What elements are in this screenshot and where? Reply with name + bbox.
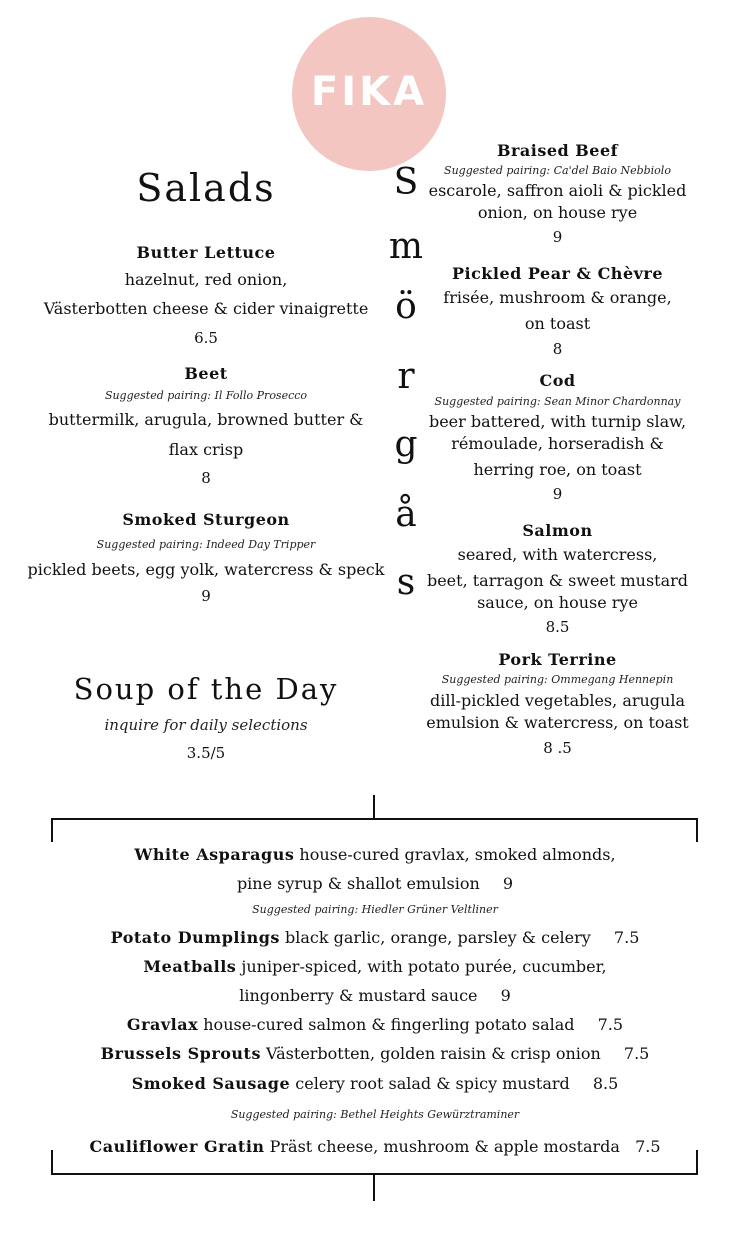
- salad-desc: flax crisp: [168, 440, 244, 459]
- salad-price: 9: [201, 587, 211, 605]
- smorgas-letter: g: [394, 424, 418, 465]
- bracket-bottom-left: [51, 1150, 53, 1175]
- smorgas-desc: frisée, mushroom & orange,: [443, 288, 672, 307]
- plate-pairing: Suggested pairing: Hiedler Grüner Veltliner: [252, 903, 498, 916]
- smorgas-item: [425, 650, 690, 757]
- plate-price: 7.5: [597, 1015, 624, 1034]
- smorgas-price: 8.5: [545, 618, 570, 636]
- logo-text: FIKA: [310, 69, 428, 115]
- plate-pairing: Suggested pairing: Bethel Heights Gewürztraminer: [230, 1108, 520, 1121]
- smorgas-price: 8 .5: [543, 739, 572, 757]
- smorgas-desc: rémoulade, horseradish &: [451, 434, 664, 453]
- salad-item: [20, 243, 392, 347]
- smorgas-letter: ö: [395, 286, 417, 327]
- smorgas-pairing: Suggested pairing: Ommegang Hennepin: [441, 673, 674, 686]
- plate-item: [60, 1015, 690, 1034]
- plate-desc: lingonberry & mustard sauce: [239, 986, 478, 1005]
- plate-item: [60, 957, 690, 976]
- plate-desc: Västerbotten, golden raisin & crisp onion: [266, 1044, 601, 1063]
- plate-desc: juniper-spiced, with potato purée, cucumber,: [241, 957, 607, 976]
- smorgas-letter: m: [388, 226, 424, 267]
- plate-desc: Präst cheese, mushroom & apple mostarda: [269, 1137, 620, 1156]
- smorgas-desc: on toast: [524, 314, 591, 333]
- plate-name: Cauliflower Gratin: [89, 1137, 265, 1156]
- smorgas-letter: S: [393, 162, 419, 203]
- plate-desc: house-cured gravlax, smoked almonds,: [299, 845, 616, 864]
- smorgas-item: [425, 371, 690, 503]
- salad-desc: Västerbotten cheese & cider vinaigrette: [43, 299, 369, 318]
- plate-name: Gravlax: [126, 1015, 199, 1034]
- salad-desc: pickled beets, egg yolk, watercress & speck: [27, 560, 385, 579]
- smorgas-name: Pickled Pear & Chèvre: [451, 264, 664, 283]
- smorgas-item: [425, 521, 690, 636]
- plate-name: Potato Dumplings: [110, 928, 280, 947]
- plate-item: [60, 1137, 690, 1156]
- fika-logo: [292, 17, 446, 171]
- plate-name: Brussels Sprouts: [100, 1044, 261, 1063]
- soup-section: [20, 672, 392, 762]
- smorgas-pairing: Suggested pairing: Sean Minor Chardonnay: [434, 395, 681, 408]
- smorgas-price: 9: [552, 485, 563, 503]
- smorgas-name: Braised Beef: [496, 141, 619, 160]
- salad-pairing: Suggested pairing: Indeed Day Tripper: [96, 538, 316, 551]
- plate-item: [60, 1044, 690, 1063]
- salad-item: [20, 364, 392, 487]
- salads-section: [20, 166, 392, 210]
- smorgas-desc: beer battered, with turnip slaw,: [428, 412, 687, 431]
- plate-item: [60, 986, 690, 1005]
- salads-title: Salads: [136, 166, 276, 210]
- salad-pairing: Suggested pairing: Il Follo Prosecco: [104, 389, 308, 402]
- smorgas-desc: beet, tarragon & sweet mustard: [426, 571, 689, 590]
- plate-price: 8.5: [592, 1074, 619, 1093]
- plate-desc: black garlic, orange, parsley & celery: [285, 928, 591, 947]
- bracket-stem-top: [373, 795, 375, 819]
- smorgas-desc: sauce, on house rye: [477, 593, 638, 612]
- smorgas-pairing: Suggested pairing: Ca'del Baio Nebbiolo: [444, 164, 671, 177]
- smorgas-desc: herring roe, on toast: [473, 460, 642, 479]
- smorgas-price: 9: [552, 228, 563, 246]
- plate-desc: house-cured salmon & fingerling potato salad: [203, 1015, 575, 1034]
- plate-price: 7.5: [635, 1137, 661, 1156]
- soup-note: inquire for daily selections: [104, 716, 308, 734]
- smorgas-name: Salmon: [522, 521, 593, 540]
- smorgas-letter: r: [397, 356, 415, 397]
- bracket-top-left: [51, 818, 53, 842]
- salad-price: 8: [201, 469, 211, 487]
- plate-desc: pine syrup & shallot emulsion: [236, 874, 480, 893]
- smorgas-item: [425, 264, 690, 358]
- plate-price: 9: [500, 986, 511, 1005]
- smorgas-desc: emulsion & watercress, on toast: [426, 713, 689, 732]
- salad-name: Beet: [184, 364, 228, 383]
- salad-price: 6.5: [194, 329, 218, 347]
- plate-item: [60, 874, 690, 893]
- smorgas-price: 8: [552, 340, 563, 358]
- plate-price: 7.5: [613, 928, 640, 947]
- smorgas-letter: s: [396, 562, 416, 603]
- plate-item: [60, 928, 690, 947]
- smorgas-name: Pork Terrine: [498, 650, 617, 669]
- bracket-top-right: [696, 818, 698, 842]
- salad-name: Butter Lettuce: [136, 243, 276, 262]
- bracket-bottom-right: [696, 1150, 698, 1175]
- smorgas-desc: escarole, saffron aioli & pickled: [428, 181, 687, 200]
- plate-price: 9: [502, 874, 514, 893]
- plate-name: White Asparagus: [134, 845, 295, 864]
- plate-name: Smoked Sausage: [131, 1074, 291, 1093]
- plate-desc: celery root salad & spicy mustard: [295, 1074, 570, 1093]
- plate-name: Meatballs: [143, 957, 237, 976]
- bracket-stem-bottom: [373, 1175, 375, 1201]
- smorgas-item: [425, 141, 690, 246]
- salad-name: Smoked Sturgeon: [122, 510, 290, 529]
- plate-item: [60, 845, 690, 864]
- smorgas-letter: å: [395, 494, 417, 535]
- salad-desc: buttermilk, arugula, browned butter &: [48, 410, 364, 429]
- smorgas-name: Cod: [539, 371, 576, 390]
- smorgas-desc: dill-pickled vegetables, arugula: [429, 691, 686, 710]
- bracket-top-line: [51, 818, 698, 820]
- soup-title: Soup of the Day: [73, 672, 339, 706]
- soup-price: 3.5/5: [186, 744, 226, 762]
- smorgas-desc: onion, on house rye: [477, 203, 638, 222]
- smorgas-desc: seared, with watercress,: [457, 545, 658, 564]
- salad-item: [20, 510, 392, 605]
- salad-desc: hazelnut, red onion,: [124, 270, 288, 289]
- plate-price: 7.5: [623, 1044, 650, 1063]
- plate-item: [60, 1074, 690, 1093]
